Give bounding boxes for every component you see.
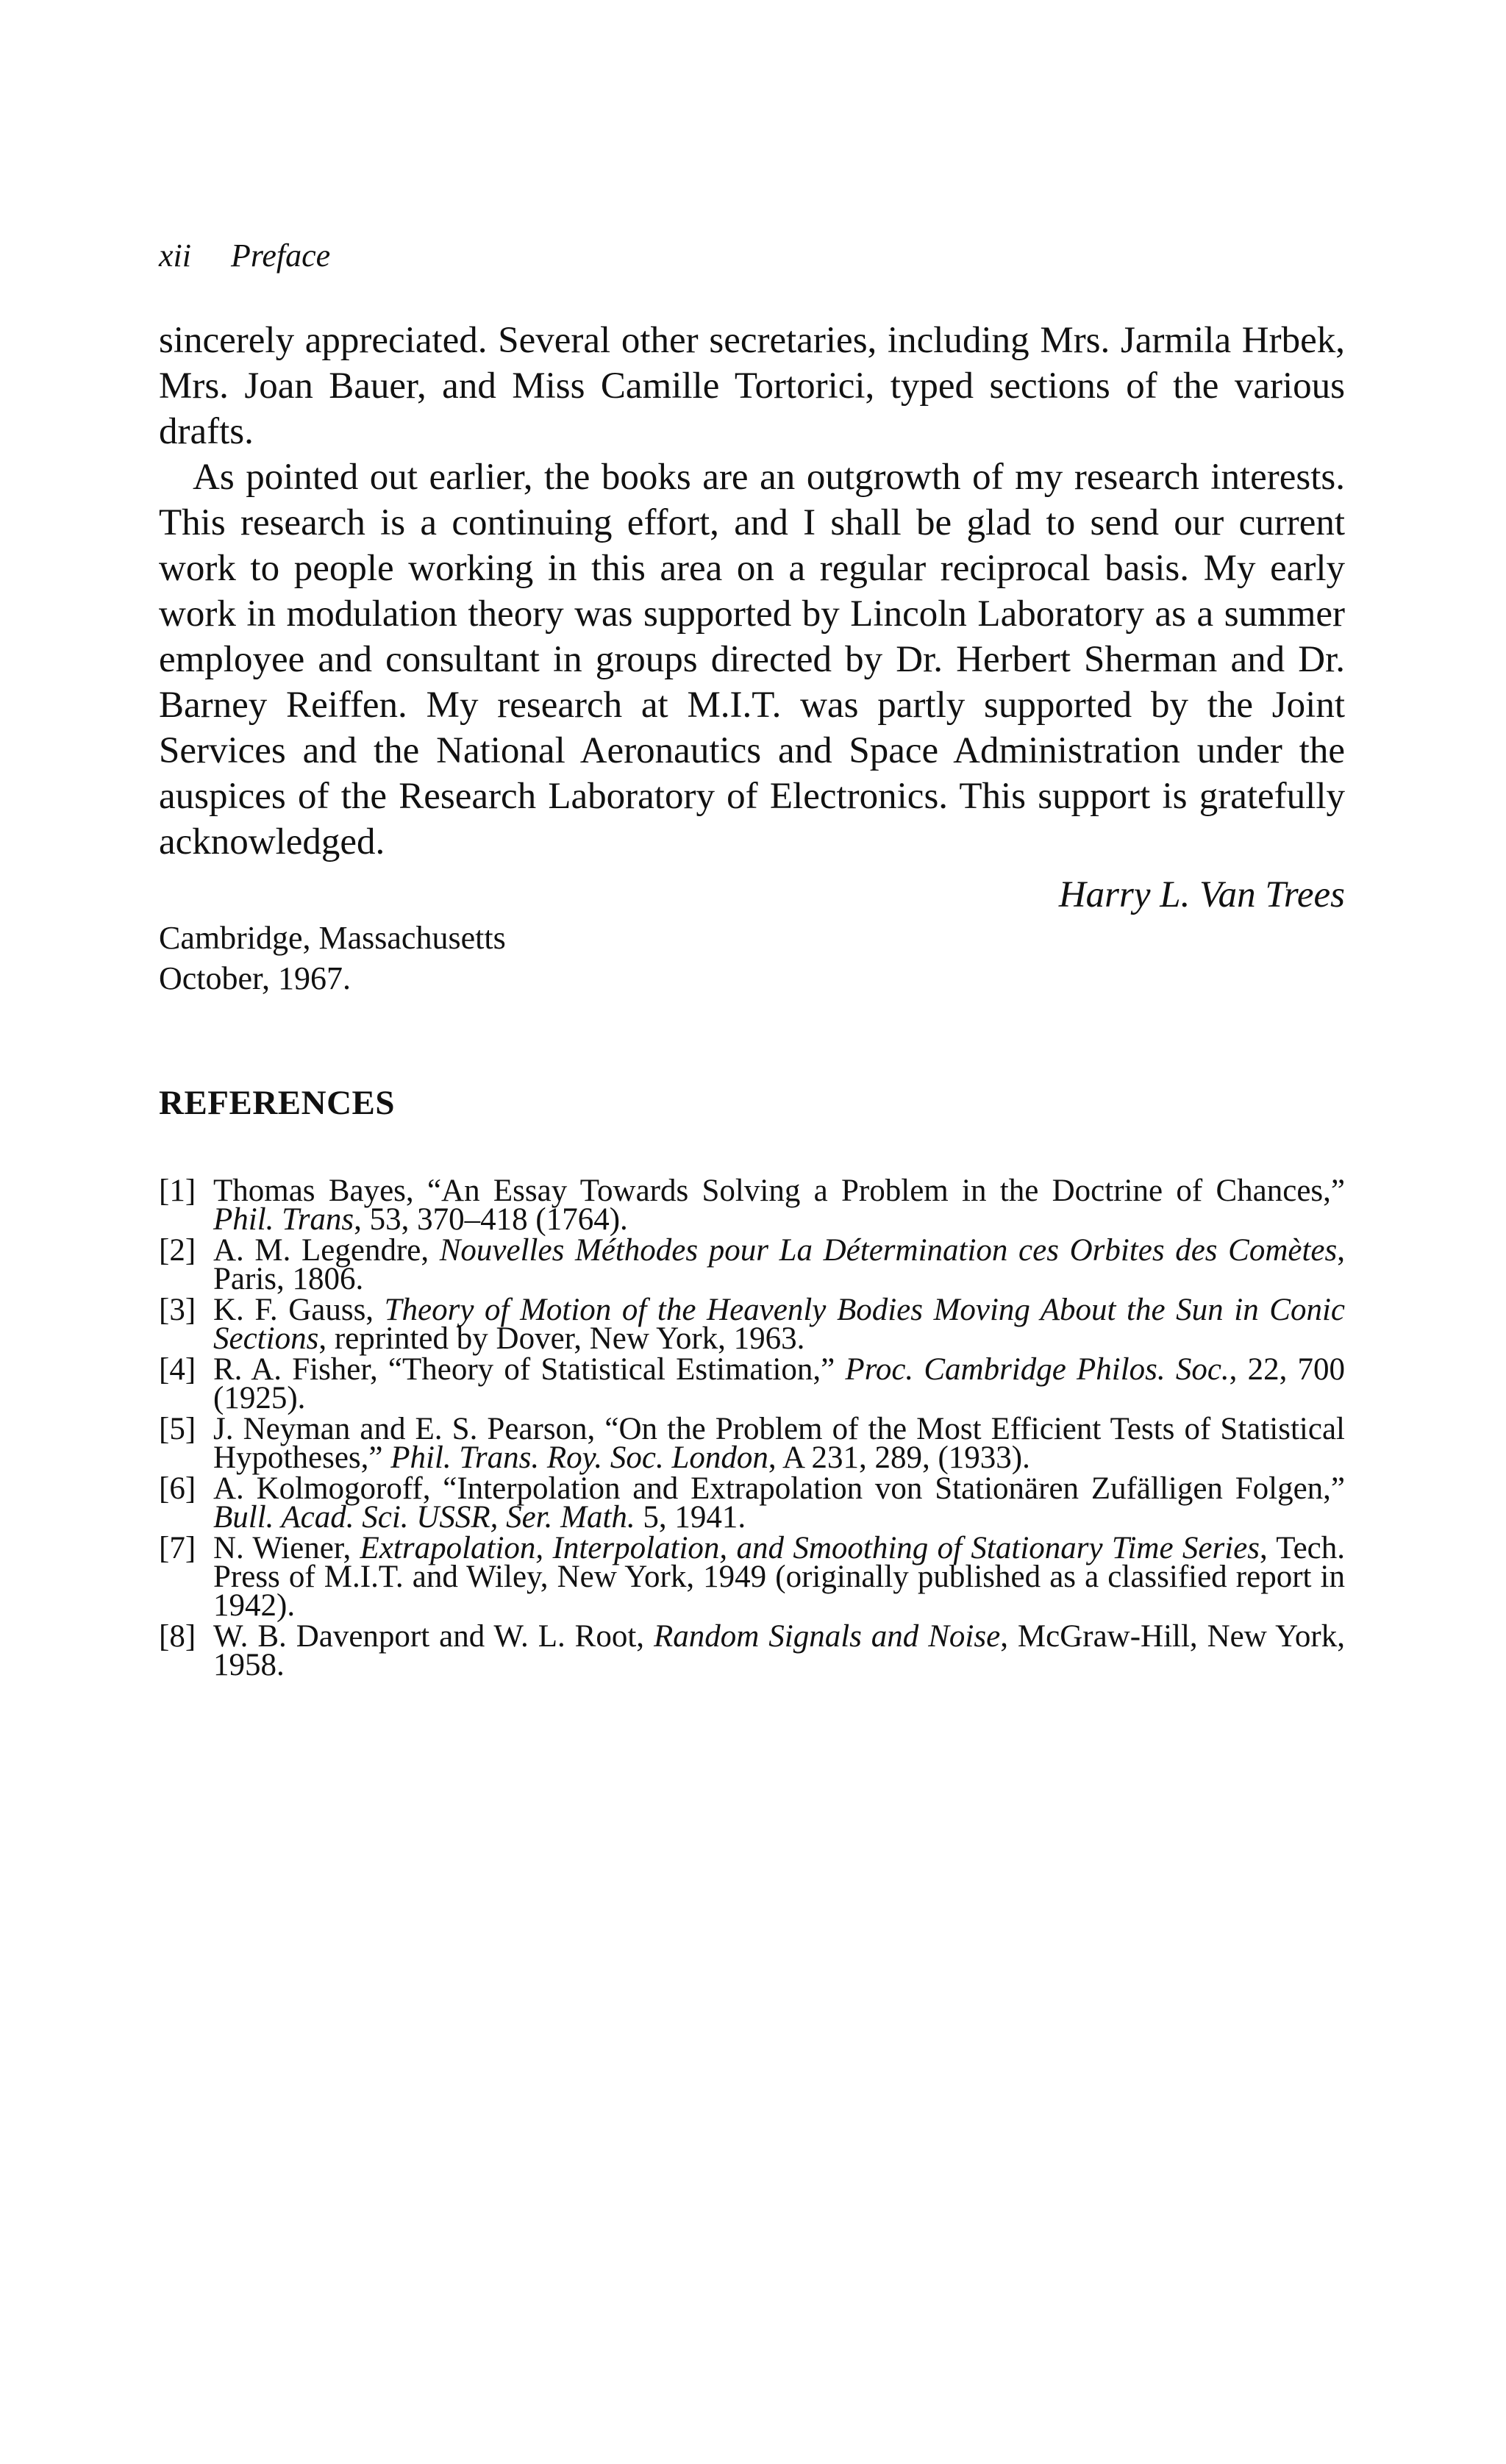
reference-title: Bull. Acad. Sci. USSR, Ser. Math. [213,1500,635,1535]
reference-item: [4] R. A. Fisher, “Theory of Statistical Estimation,” Proc. Cambridge Philos. Soc., 22, 700 (1925). [159,1352,1345,1415]
reference-item: [7] N. Wiener, Extrapolation, Interpolation, and Smoothing of Stationary Time Series, Tech. Press of M.I.T. and Wiley, New York, 1949 (originally published as a classified report in 1942). [159,1531,1345,1623]
paragraph-continued: sincerely appreciated. Several other secretaries, including Mrs. Jarmila Hrbek, Mrs. Joan Bauer, and Miss Camille Tortorici, typed sections of the various drafts. [159,320,1345,452]
reference-title: Proc. Cambridge Philos. Soc. [845,1352,1230,1387]
running-head [159,237,330,274]
author-signature: Harry L. Van Trees [1058,874,1345,915]
reference-number: [5] [159,1412,196,1446]
reference-item: [3] K. F. Gauss, Theory of Motion of the Heavenly Bodies Moving About the Sun in Conic Sections, reprinted by Dover, New York, 1963. [159,1293,1345,1356]
reference-number: [8] [159,1619,196,1654]
reference-number: [1] [159,1174,196,1208]
section-title: Preface [231,238,331,274]
reference-item: [1] Thomas Bayes, “An Essay Towards Solving a Problem in the Doctrine of Chances,” Phil. Trans, 53, 370–418 (1764). [159,1174,1345,1237]
reference-item: [6] A. Kolmogoroff, “Interpolation and Extrapolation von Stationären Zufälligen Folgen,” Bull. Acad. Sci. USSR, Ser. Math. 5, 1941. [159,1471,1345,1535]
reference-number: [2] [159,1233,196,1268]
paragraph-research: As pointed out earlier, the books are an outgrowth of my research interests. This research is a continuing effort, and I shall be glad to send our current work to people working in this area on a regular reciprocal basis. My early work in modulation theory was supported by Lincoln Laboratory as a summer employee and consultant in groups directed by Dr. Herbert Sherman and Dr. Barney Reiffen. My research at M.I.T. was partly supported by the Joint Services and the National Aeronautics and Space Administration under the auspices of the Research Laboratory of Electronics. This support is gratefully acknowledged. [159,457,1345,863]
references-heading: REFERENCES [159,1084,396,1122]
place-date [159,918,506,999]
reference-number: [3] [159,1293,196,1327]
reference-item: [8] W. B. Davenport and W. L. Root, Random Signals and Noise, McGraw-Hill, New York, 1958. [159,1619,1345,1682]
reference-item: [5] J. Neyman and E. S. Pearson, “On the Problem of the Most Efficient Tests of Statistical Hypotheses,” Phil. Trans. Roy. Soc. London, A 231, 289, (1933). [159,1412,1345,1475]
reference-title: Phil. Trans. Roy. Soc. London [390,1440,768,1475]
reference-title: Phil. Trans [213,1202,354,1237]
place: Cambridge, Massachusetts [159,920,506,956]
references-list [159,1176,1345,1682]
reference-title: Theory of Motion of the Heavenly Bodies Moving About the Sun in Conic Sections [213,1293,1345,1356]
reference-title: Extrapolation, Interpolation, and Smoothing of Stationary Time Series [360,1531,1260,1565]
date: October, 1967. [159,960,351,996]
reference-title: Nouvelles Méthodes pour La Détermination ces Orbites des Comètes [439,1233,1338,1268]
reference-item: [2] A. M. Legendre, Nouvelles Méthodes pour La Détermination ces Orbites des Comètes, Paris, 1806. [159,1233,1345,1296]
reference-number: [6] [159,1471,196,1506]
reference-number: [4] [159,1352,196,1387]
preface-body [159,318,1345,865]
reference-number: [7] [159,1531,196,1565]
reference-title: Random Signals and Noise [653,1619,1001,1654]
page-number: xii [159,238,191,274]
